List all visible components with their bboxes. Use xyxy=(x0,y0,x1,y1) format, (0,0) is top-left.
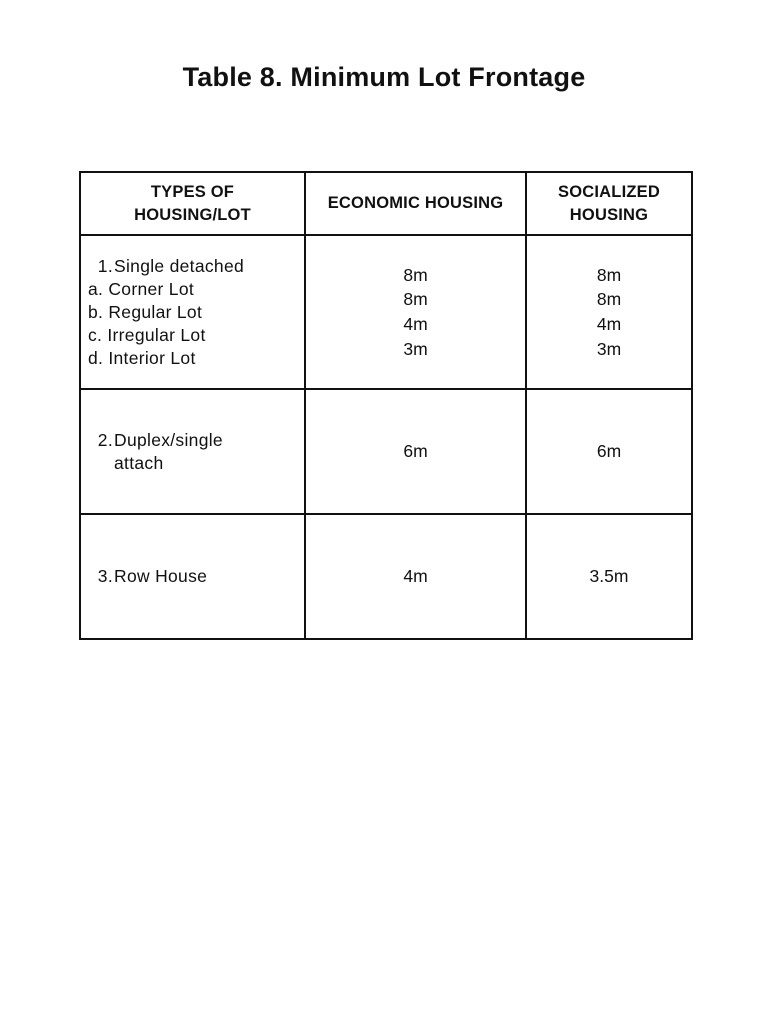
frontage-value: 8m xyxy=(596,289,622,310)
sub-item: a. Corner Lot xyxy=(88,278,195,299)
housing-type-cell xyxy=(80,389,305,514)
item-number: 3. xyxy=(97,566,113,586)
item-number: 1. xyxy=(97,255,113,276)
frontage-value: 3m xyxy=(403,338,428,359)
table-header-row xyxy=(80,172,692,235)
header-line: HOUSING/LOT xyxy=(134,205,251,224)
list-item xyxy=(88,429,304,452)
economic-value-cell xyxy=(305,235,526,389)
economic-value-cell: 6m xyxy=(305,389,526,514)
header-economic-housing: ECONOMIC HOUSING xyxy=(305,172,526,235)
table-row xyxy=(80,389,692,514)
table-title: Table 8. Minimum Lot Frontage xyxy=(182,62,586,92)
header-line: TYPES OF xyxy=(150,182,235,201)
sub-item: d. Interior Lot xyxy=(88,347,196,368)
frontage-value: 4m xyxy=(596,314,622,334)
frontage-value: 8m xyxy=(596,264,622,285)
sub-item: c. Irregular Lot xyxy=(88,324,206,345)
header-socialized-housing xyxy=(526,172,692,235)
table-row xyxy=(80,235,692,389)
frontage-value: 4m xyxy=(403,314,428,334)
economic-value-cell: 4m xyxy=(305,514,526,639)
frontage-value: 8m xyxy=(403,289,428,310)
socialized-value-cell xyxy=(526,235,692,389)
item-label: Single detached xyxy=(114,255,245,276)
socialized-value-cell: 6m xyxy=(526,389,692,514)
socialized-value-cell: 3.5m xyxy=(526,514,692,639)
header-line: HOUSING xyxy=(569,205,649,224)
header-line: SOCIALIZED xyxy=(558,182,660,201)
item-label: Duplex/single xyxy=(114,429,223,450)
list-item xyxy=(88,565,304,588)
housing-type-cell xyxy=(80,514,305,639)
frontage-value: 8m xyxy=(403,264,428,285)
lot-frontage-table xyxy=(79,171,693,640)
frontage-value: 3m xyxy=(596,338,622,359)
housing-type-cell xyxy=(80,235,305,389)
item-label: Row House xyxy=(114,566,208,586)
list-item xyxy=(88,255,304,278)
item-label-continuation: attach xyxy=(114,452,164,473)
item-number: 2. xyxy=(97,429,113,450)
sub-item: b. Regular Lot xyxy=(88,301,203,322)
header-types-of-housing xyxy=(80,172,305,235)
table-row xyxy=(80,514,692,639)
